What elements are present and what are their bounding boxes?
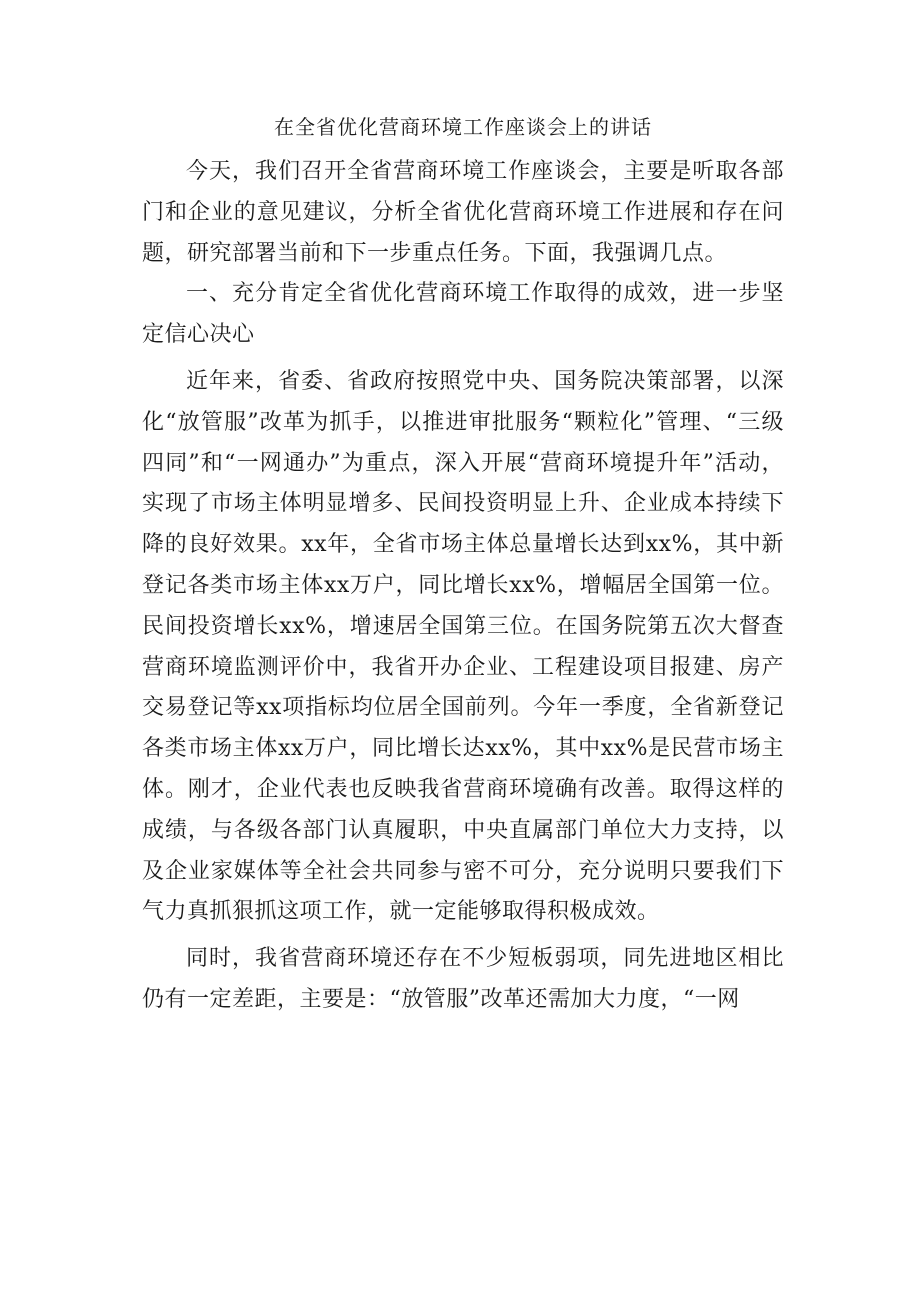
section-heading-one: 一、充分肯定全省优化营商环境工作取得的成效，进一步坚定信心决心 [142,281,784,348]
paragraph-shortcomings: 同时，我省营商环境还存在不少短板弱项，同先进地区相比仍有一定差距，主要是：“放管服”改革还需加大力度，“一网 [142,946,784,1012]
document-page [142,112,784,1021]
document-title: 在全省优化营商环境工作座谈会上的讲话 [274,115,652,139]
paragraph-achievements: 近年来，省委、省政府按照党中央、国务院决策部署，以深化“放管服”改革为抓手，以推进审批服务“颗粒化”管理、“三级四同”和“一网通办”为重点，深入开展“营商环境提升年”活动，实现了市场主体明显增多、民间投资明显上升、企业成本持续下降的良好效果。xx年，全省市场主体总量增长达到xx%，其中新登记各类市场主体xx万户，同比增长xx%，增幅居全国第一位。民间投资增长xx%，增速居全国第三位。在国务院第五次大督查营商环境监测评价中，我省开办企业、工程建设项目报建、房产交易登记等xx项指标均位居全国前列。今年一季度，全省新登记各类市场主体xx万户，同比增长达xx%，其中xx%是民营市场主体。刚才，企业代表也反映我省营商环境确有改善。取得这样的成绩，与各级各部门认真履职，中央直属部门单位大力支持，以及企业家媒体等全社会共同参与密不可分，充分说明只要我们下气力真抓狠抓这项工作，就一定能够取得积极成效。 [142,368,784,925]
paragraph-intro: 今天，我们召开全省营商环境工作座谈会，主要是听取各部门和企业的意见建议，分析全省优化营商环境工作进展和存在问题，研究部署当前和下一步重点任务。下面，我强调几点。 [142,159,784,266]
